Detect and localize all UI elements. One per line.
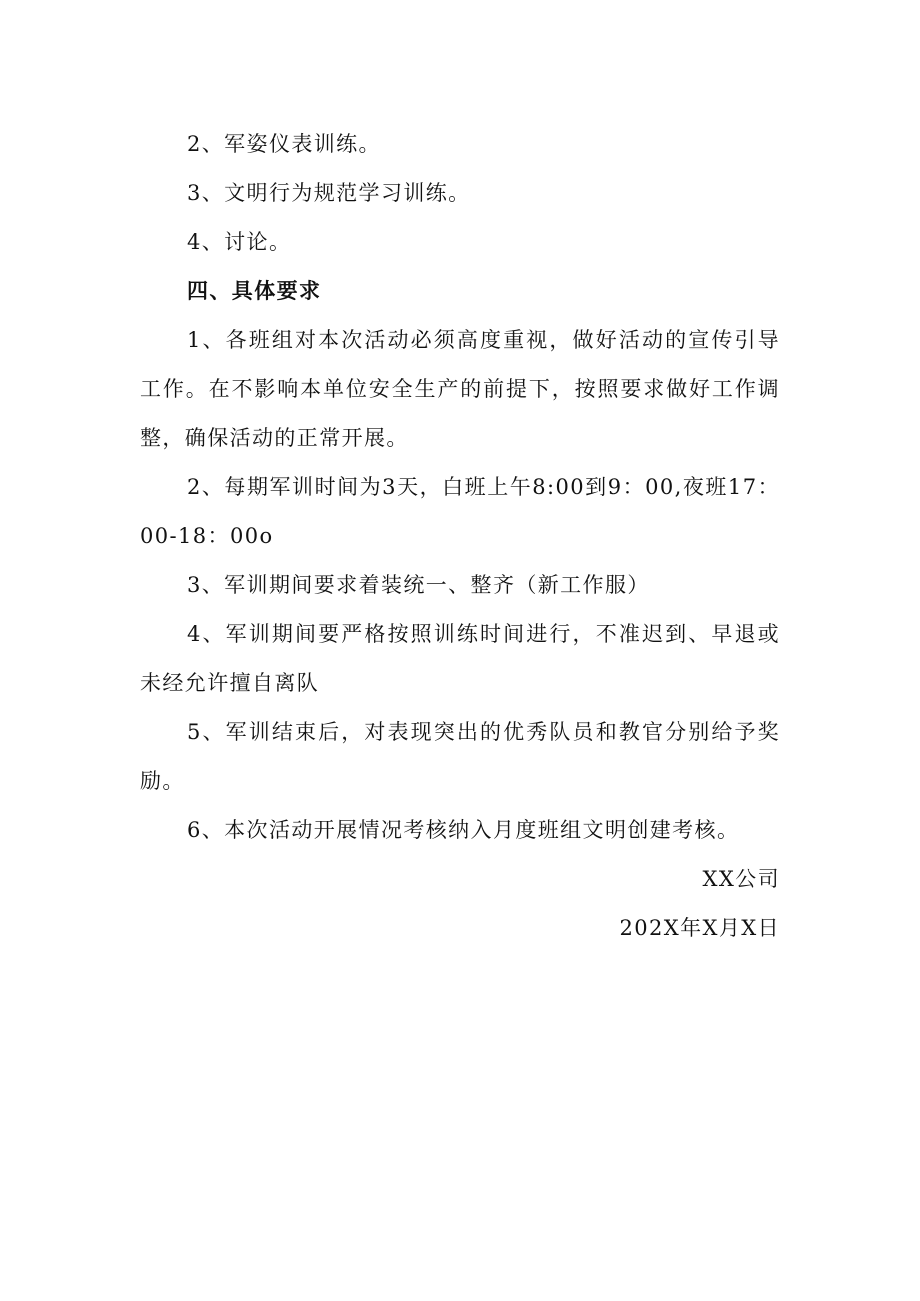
requirement-2: 2、每期军训时间为3天，白班上午8:00到9：00,夜班17：00-18：00o [140,475,780,548]
training-item-4: 4、讨论。 [187,230,292,254]
signature-org: XX公司 [702,867,780,891]
training-item-2: 2、军姿仪表训练。 [187,132,381,156]
training-item-3: 3、文明行为规范学习训练。 [187,181,471,205]
requirement-5: 5、军训结束后，对表现突出的优秀队员和教官分别给予奖励。 [140,720,780,793]
requirement-1: 1、各班组对本次活动必须高度重视，做好活动的宣传引导工作。在不影响本单位安全生产的前提下，按照要求做好工作调整，确保活动的正常开展。 [140,328,780,450]
requirement-4: 4、军训期间要严格按照训练时间进行，不准迟到、早退或未经允许擅自离队 [140,622,780,695]
section-heading: 四、具体要求 [187,279,322,303]
document-page [140,120,780,953]
requirement-3: 3、军训期间要求着装统一、整齐（新工作服） [187,573,650,597]
requirement-6: 6、本次活动开展情况考核纳入月度班组文明创建考核。 [187,818,740,842]
signature-date: 202X年X月X日 [619,916,780,940]
